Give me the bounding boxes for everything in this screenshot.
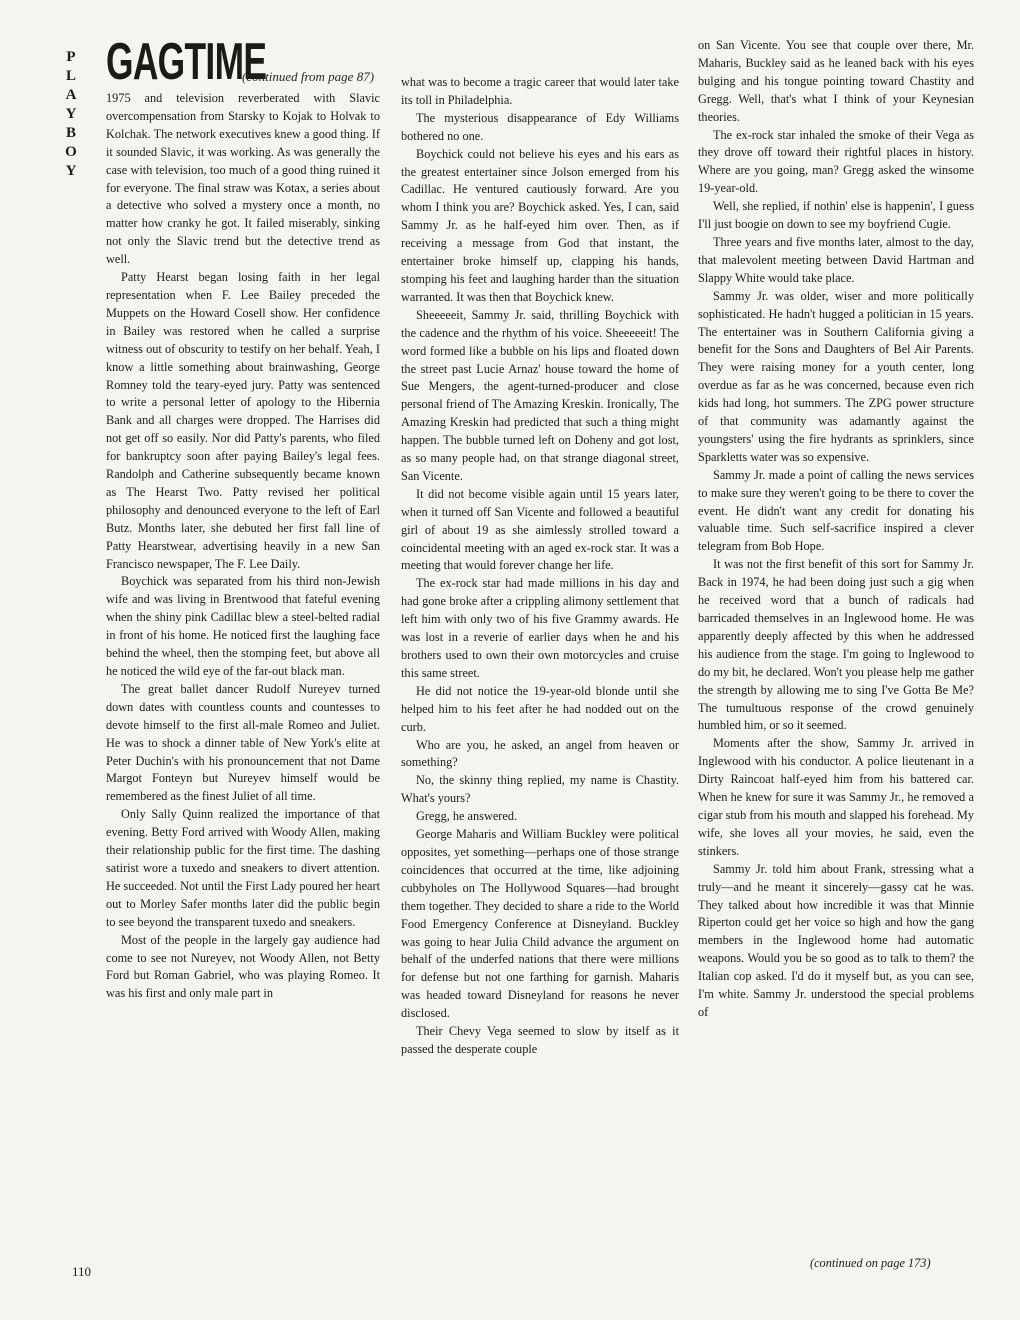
paragraph: George Maharis and William Buckley were political opposites, yet something—perhaps one of those strange coincidences that occurred at the time, like adjoining cubbyholes on The Hollywood Squares—had brought them together. They decided to share a ride to the World Food Emergency Conference at Disneyland. Buckley was going to hear Julia Child advance the argument on behalf of the underfed nations that there were millions for defense but not one farthing for garnish. Maharis was headed toward Disneyland for reasons he never disclosed. [401, 827, 679, 1021]
magazine-letter: L [65, 68, 76, 84]
paragraph: Boychick could not believe his eyes and his ears as the greatest entertainer since Jolson emerged from his Cadillac. He ventured cautiously forward. Are you whom I think you are? Boychick asked. Yes, I can, said Sammy Jr. as he half-eyed him over. Then, as if receiving a message from God that instant, the entertainer broke himself up, clapping his hands, stomping his feet and laughing harder than the situation warranted. It was then that Boychick knew. [401, 146, 679, 304]
text-column-1 [106, 90, 380, 1003]
paragraph: Gregg, he answered. [416, 809, 518, 824]
paragraph: No, the skinny thing replied, my name is Chastity. What's yours? [401, 773, 679, 806]
paragraph: The mysterious disappearance of Edy Williams bothered no one. [401, 110, 679, 143]
paragraph: Moments after the show, Sammy Jr. arrived in Inglewood with his conductor. A police lieutenant in a Dirty Raincoat half-eyed him from his battered car. When he knew for sure it was Sammy Jr., he removed a cigar stub from his mouth and slapped his forehead. My wife, she loves all your movies, he said, even the stinkers. [698, 736, 974, 858]
page-number: 110 [72, 1264, 92, 1279]
magazine-name-vertical [62, 48, 80, 181]
text-column-2 [401, 74, 679, 1059]
paragraph: Sammy Jr. told him about Frank, stressing what a truly—and he meant it sincerely—gassy cat he was. They talked about how incredible it was that Minnie Riperton could get her voice so high and how the gang members in the Inglewood home had automatic weapons. Would you be so good as to talk to them? the Italian cop asked. I'd do it myself but, as you can see, I'm white. Sammy Jr. understood the special problems of [698, 861, 974, 1019]
article-header [106, 33, 375, 92]
magazine-letter: Y [65, 163, 77, 179]
paragraph: Their Chevy Vega seemed to slow by itself as it passed the desperate couple [401, 1024, 679, 1056]
paragraph: Only Sally Quinn realized the importance of that evening. Betty Ford arrived with Woody Allen, making their relationship public for the first time. The dashing satirist wore a tuxedo and sneakers to divert attention. He succeeded. Not until the First Lady poured her heart out to Morley Safer months later did the public begin to see beyond the transparent tuxedo and sneakers. [106, 807, 380, 929]
magazine-letter: A [65, 87, 77, 103]
paragraph: Sammy Jr. was older, wiser and more politically sophisticated. He hadn't hugged a politician in 15 years. The entertainer was in Southern California giving a benefit for the Sons and Daughters of Bel Air Parents. They were raising money for a youth center, long overdue as far as he was concerned, because even rich kids had long, hot summers. The ZPG power structure of that community was adamantly against the youngsters' using the fire hydrants as sprinklers, since Sparkletts water was so expensive. [698, 288, 974, 464]
paragraph: He did not notice the 19-year-old blonde until she helped him to his feet after he had nodded out on the curb. [401, 683, 679, 734]
paragraph: Three years and five months later, almost to the day, that malevolent meeting between David Hartman and Slappy White would take place. [698, 234, 974, 285]
paragraph: Well, she replied, if nothin' else is happenin', I guess I'll just boogie on down to see my boyfriend Cugie. [698, 199, 974, 232]
paragraph: Sheeeeeit, Sammy Jr. said, thrilling Boychick with the cadence and the rhythm of his voice. Sheeeeeit! The word formed like a bubble on his lips and floated down the street past Lucie Arnaz' house toward the home of Sue Mengers, the agent-turned-producer and close personal friend of The Amazing Kreskin. Ironically, The Amazing Kreskin had predicted that such a thing might happen. The bubble turned left on Doheny and got lost, as so many people had, on that strange diagonal street, San Vicente. [401, 307, 679, 483]
magazine-letter: B [65, 125, 76, 141]
paragraph: The great ballet dancer Rudolf Nureyev turned down dates with countless counts and countesses to devote himself to the first all-male Romeo and Juliet. He was to shock a dinner table of New York's elite at Peter Duchin's with his pronouncement that not Dame Margot Fonteyn but Nureyev himself would be remembered as the finest Juliet of all time. [106, 681, 380, 804]
magazine-letter: O [65, 144, 77, 160]
continued-from-note: (continued from page 87) [242, 69, 375, 84]
paragraph: Sammy Jr. made a point of calling the news services to make sure they weren't going to be there to cover the event. He didn't want any credit for donating his valuable time. Such self-sacrifice inspired a clever telegram from Bob Hope. [698, 467, 974, 554]
paragraph: It was not the first benefit of this sort for Sammy Jr. Back in 1974, he had been doing just such a gig when he received word that a bunch of radicals had barricaded themselves in an Inglewood home. He was apparently deeply affected by this when he addressed his audience from the stage. I'm going to Inglewood to do my bit, he declared. Won't you please help me gather the strength by allowing me to sing I've Gotta Be Me? The tumultuous response of the crowd genuinely humbled him, or so it seemed. [698, 557, 974, 733]
paragraph: Patty Hearst began losing faith in her legal representation when F. Lee Bailey preceded the Muppets on the Howard Cosell show. Her confidence in Bailey was restored when he called a surprise witness out of obscurity to testify on her behalf. Yeah, I know a little something about brainwashing, George Romney told the teary-eyed jury. Patty was sentenced to write a personal letter of apology to the Hibernia Bank and all charges were dropped. The Harrises did not get off so easily. Nor did Patty's parents, who filed for bankruptcy soon after paying Bailey's legal fees. Randolph and Catherine subsequently became known as The Hearst Two. Patty revised her political philosophy and denounced everyone to the left of Earl Butz. Months later, she debuted her first fall line of Patty Hearstwear, advertising heavily in a new San Francisco newspaper, The F. Lee Daily. [106, 270, 380, 571]
continued-on-note: (continued on page 173) [810, 1256, 931, 1270]
magazine-letter: Y [65, 106, 77, 122]
paragraph: The ex-rock star inhaled the smoke of their Vega as they drove off toward their rightful places in history. Where are you going, man? Gregg asked the winsome 19-year-old. [698, 127, 974, 196]
paragraph: The ex-rock star had made millions in his day and had gone broke after a crippling alimony settlement that left him with only two of his five Grammy awards. He was lost in a reverie of earlier days when he and his brothers used to own their own motorcycles and cruise this same street. [401, 576, 679, 680]
paragraph: Boychick was separated from his third non-Jewish wife and was living in Brentwood that fateful evening when the shiny pink Cadillac blew a steel-belted radial in front of his home. He noticed first the laughing face behind the wheel, then the stomping feet, but above all he noticed the wild eye of the far-out black man. [106, 574, 380, 678]
magazine-letter: P [66, 49, 76, 65]
paragraph: on San Vicente. You see that couple over there, Mr. Maharis, Buckley said as he leaned back with his eyes bulging and his tongue pointing toward Chastity and Gregg. Well, that's what I think of your Keynesian theories. [698, 38, 974, 124]
paragraph: Who are you, he asked, an angel from heaven or something? [401, 737, 679, 770]
article-title: GAGTIME [106, 33, 267, 91]
paragraph: 1975 and television reverberated with Slavic overcompensation from Starsky to Kojak to Holvak to Kolchak. The network executives knew a good thing. If it sounded Slavic, it was working. As was generally the case with television, too much of a good thing ruined it for everyone. The final straw was Kotax, a series about a detective who solved a mystery once a month, no matter how cranky he got. It failed miserably, sinking not only the Slavic trend but the detective trend as well. [106, 91, 380, 267]
paragraph: It did not become visible again until 15 years later, when it turned off San Vicente and followed a beautiful girl of about 19 as she aimlessly strolled toward a coincidental meeting with an aged ex-rock star. It was a meeting that would forever change her life. [401, 486, 679, 573]
paragraph: Most of the people in the largely gay audience had come to see not Nureyev, not Woody Allen, not Betty Ford but Roman Gabriel, who was playing Romeo. It was his first and only male part in [106, 932, 380, 1001]
paragraph: what was to become a tragic career that would later take its toll in Philadelphia. [401, 75, 679, 107]
text-column-3 [698, 37, 974, 1022]
